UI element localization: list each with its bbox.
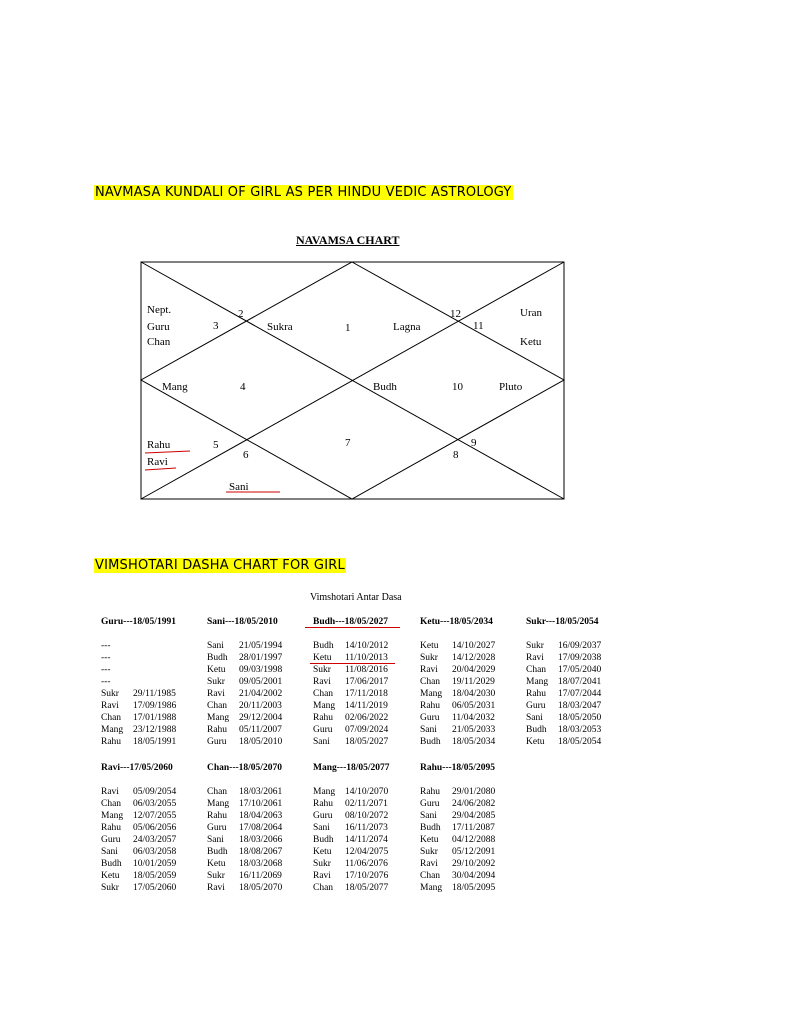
dasha-date: 28/01/1997	[239, 653, 283, 663]
dasha-planet: Budh	[420, 737, 441, 747]
dasha-date: 17/05/2060	[133, 883, 177, 893]
dasha-gap	[101, 628, 176, 640]
dasha-gap	[420, 628, 495, 640]
dasha-row	[313, 810, 390, 822]
dasha-planet: Budh	[101, 859, 122, 869]
dasha-planet: Mang	[101, 811, 124, 821]
dasha-row	[420, 676, 495, 688]
dasha-row	[313, 870, 390, 882]
dasha-date: 14/10/2027	[452, 641, 496, 651]
dasha-row	[420, 822, 495, 834]
dasha-date: 09/03/1998	[239, 665, 283, 675]
dasha-date: 05/06/2056	[133, 823, 177, 833]
dasha-planet: Sukr	[313, 859, 331, 869]
dasha-date: 20/11/2003	[239, 701, 282, 711]
dasha-block-header: Sani---18/05/2010	[207, 617, 278, 627]
dasha-planet: Budh	[207, 847, 228, 857]
dasha-date: 14/10/2070	[345, 787, 389, 797]
dasha-date: 30/04/2094	[452, 871, 496, 881]
dasha-planet: Chan	[207, 787, 228, 797]
dasha-row	[420, 688, 495, 700]
dasha-date: 11/06/2076	[345, 859, 388, 869]
dasha-date: 06/03/2055	[133, 799, 177, 809]
dasha-row	[420, 664, 495, 676]
dasha-planet: Ketu	[526, 737, 545, 747]
red-underline-ravi	[145, 468, 176, 470]
dasha-planet: Guru	[207, 823, 227, 833]
dasha-planet: ---	[101, 665, 111, 675]
dasha-planet: Sukr	[207, 871, 225, 881]
dasha-row	[101, 846, 176, 858]
dasha-date: 14/11/2074	[345, 835, 388, 845]
dasha-date: 14/12/2028	[452, 653, 496, 663]
dasha-date: 08/10/2072	[345, 811, 389, 821]
dasha-date: 18/05/2077	[345, 883, 389, 893]
dasha-date: 05/12/2091	[452, 847, 496, 857]
dasha-planet: Rahu	[313, 799, 334, 809]
dasha-date: 17/11/2018	[345, 689, 388, 699]
dasha-block	[313, 762, 390, 894]
dasha-row	[207, 834, 282, 846]
dasha-planet: Ravi	[101, 787, 119, 797]
dasha-block	[207, 762, 282, 894]
dasha-planet: Budh	[526, 725, 547, 735]
dasha-row	[526, 640, 601, 652]
dasha-row	[101, 798, 176, 810]
dasha-planet: Budh	[313, 641, 334, 651]
dasha-planet: Mang	[207, 799, 230, 809]
dasha-row	[313, 882, 390, 894]
dasha-gap	[313, 628, 388, 640]
planet-budh: Budh	[373, 381, 397, 393]
dasha-planet: Guru	[101, 835, 121, 845]
dasha-planet: Ravi	[207, 689, 225, 699]
dasha-planet: Sani	[526, 713, 543, 723]
dasha-date: 14/11/2019	[345, 701, 388, 711]
dasha-planet: Sukr	[207, 677, 225, 687]
dasha-row	[313, 846, 390, 858]
dasha-block	[420, 616, 495, 748]
dasha-row	[526, 652, 601, 664]
dasha-planet: Chan	[420, 871, 441, 881]
dasha-date: 18/03/2047	[558, 701, 602, 711]
dasha-date: 02/06/2022	[345, 713, 389, 723]
dasha-block-header: Mang---18/05/2077	[313, 763, 390, 773]
dasha-row	[101, 834, 176, 846]
dasha-row	[313, 724, 388, 736]
dasha-planet: Ravi	[420, 665, 438, 675]
dasha-date: 10/01/2059	[133, 859, 177, 869]
dasha-date: 02/11/2071	[345, 799, 388, 809]
dasha-row	[101, 882, 176, 894]
dasha-date: 18/05/2034	[452, 737, 496, 747]
dasha-date: 18/05/2054	[558, 737, 602, 747]
dasha-row	[207, 664, 282, 676]
planet-uran: Uran	[520, 307, 542, 319]
dasha-planet: Mang	[526, 677, 549, 687]
dasha-gap	[207, 628, 282, 640]
dasha-date: 09/05/2001	[239, 677, 283, 687]
dasha-row	[207, 798, 282, 810]
dasha-row	[420, 798, 495, 810]
navamsa-chart-title: NAVAMSA CHART	[296, 233, 400, 247]
dasha-row	[207, 736, 282, 748]
dasha-block-header: Ravi---17/05/2060	[101, 763, 173, 773]
navamsa-heading: NAVMASA KUNDALI OF GIRL AS PER HINDU VEDIC ASTROLOGY	[95, 185, 512, 200]
dasha-row	[420, 846, 495, 858]
dasha-planet: Chan	[101, 713, 122, 723]
dasha-row	[101, 822, 176, 834]
dasha-planet: Guru	[313, 725, 333, 735]
dasha-block	[207, 616, 282, 748]
dasha-planet: Budh	[420, 823, 441, 833]
dasha-block	[313, 616, 388, 748]
dasha-date: 11/04/2032	[452, 713, 495, 723]
dasha-row	[420, 724, 495, 736]
dasha-row	[207, 676, 282, 688]
dasha-date: 21/05/2033	[452, 725, 496, 735]
planet-ravi: Ravi	[147, 456, 168, 468]
dasha-planet: Rahu	[207, 811, 228, 821]
dasha-row	[313, 858, 390, 870]
dasha-planet: Mang	[420, 883, 443, 893]
dasha-row	[420, 712, 495, 724]
dasha-date: 17/10/2061	[239, 799, 283, 809]
dasha-date: 11/10/2013	[345, 653, 388, 663]
red-underline-ketu-row	[310, 663, 395, 664]
dasha-row	[313, 822, 390, 834]
dasha-planet: Ketu	[313, 847, 332, 857]
dasha-date: 16/11/2069	[239, 871, 282, 881]
dasha-date: 18/05/2050	[558, 713, 602, 723]
dasha-date: 17/01/1988	[133, 713, 177, 723]
dasha-block-header: Rahu---18/05/2095	[420, 763, 495, 773]
dasha-row	[207, 870, 282, 882]
dasha-row	[313, 700, 388, 712]
dasha-gap	[313, 774, 390, 786]
red-underline-budh-header	[305, 627, 400, 628]
dasha-row	[526, 676, 601, 688]
planet-guru: Guru	[147, 321, 170, 333]
dasha-row	[207, 688, 282, 700]
house-number-4: 4	[240, 381, 246, 393]
dasha-row	[207, 712, 282, 724]
dasha-date: 17/05/2040	[558, 665, 602, 675]
dasha-row	[101, 810, 176, 822]
dasha-planet: Rahu	[207, 725, 228, 735]
dasha-row	[313, 736, 388, 748]
dasha-row	[420, 810, 495, 822]
dasha-date: 18/05/2070	[239, 883, 283, 893]
dasha-date: 23/12/1988	[133, 725, 177, 735]
dasha-row	[101, 652, 176, 664]
dasha-row	[313, 676, 388, 688]
dasha-row	[526, 700, 601, 712]
dasha-planet: Budh	[313, 835, 334, 845]
dasha-date: 18/04/2030	[452, 689, 496, 699]
dasha-planet: Mang	[313, 787, 336, 797]
dasha-date: 04/12/2088	[452, 835, 496, 845]
dasha-date: 24/03/2057	[133, 835, 177, 845]
dasha-planet: Mang	[313, 701, 336, 711]
dasha-date: 18/08/2067	[239, 847, 283, 857]
dasha-planet: Guru	[207, 737, 227, 747]
dasha-planet: Sukr	[420, 847, 438, 857]
dasha-row	[420, 858, 495, 870]
dasha-row	[207, 724, 282, 736]
dasha-planet: Rahu	[420, 787, 441, 797]
dasha-row	[313, 688, 388, 700]
dasha-row	[313, 786, 390, 798]
dasha-planet: Chan	[101, 799, 122, 809]
dasha-date: 17/11/2087	[452, 823, 495, 833]
dasha-row	[420, 870, 495, 882]
dasha-date: 17/10/2076	[345, 871, 389, 881]
dasha-row	[420, 700, 495, 712]
dasha-planet: Rahu	[101, 823, 122, 833]
dasha-planet: Budh	[207, 653, 228, 663]
dasha-row	[101, 700, 176, 712]
dasha-block	[101, 762, 176, 894]
dasha-planet: ---	[101, 653, 111, 663]
dasha-row	[207, 786, 282, 798]
dasha-table-title: Vimshotari Antar Dasa	[310, 592, 402, 603]
dasha-planet: Ravi	[526, 653, 544, 663]
dasha-planet: Guru	[420, 799, 440, 809]
dasha-planet: Sani	[207, 641, 224, 651]
dasha-planet: Rahu	[526, 689, 547, 699]
dasha-row	[313, 712, 388, 724]
dasha-date: 12/07/2055	[133, 811, 177, 821]
dasha-gap	[526, 628, 601, 640]
dasha-row	[207, 858, 282, 870]
dasha-planet: Ketu	[313, 653, 332, 663]
dasha-row	[420, 882, 495, 894]
house-number-8: 8	[453, 449, 459, 461]
dasha-row	[207, 822, 282, 834]
dasha-row	[420, 652, 495, 664]
dasha-row	[101, 858, 176, 870]
dasha-row	[207, 882, 282, 894]
dasha-planet: Mang	[101, 725, 124, 735]
dasha-row	[313, 640, 388, 652]
dasha-row	[101, 664, 176, 676]
dasha-planet: Chan	[313, 883, 334, 893]
house-number-3: 3	[213, 320, 219, 332]
house-number-11: 11	[473, 320, 484, 332]
dasha-planet: Mang	[207, 713, 230, 723]
dasha-planet: Sukr	[313, 665, 331, 675]
dasha-planet: Ketu	[101, 871, 120, 881]
dasha-date: 18/05/2027	[345, 737, 389, 747]
dasha-date: 12/04/2075	[345, 847, 389, 857]
vimshotari-heading: VIMSHOTARI DASHA CHART FOR GIRL	[95, 558, 345, 573]
dasha-block-header: Sukr---18/05/2054	[526, 617, 599, 627]
dasha-row	[420, 736, 495, 748]
dasha-planet: Sani	[101, 847, 118, 857]
dasha-date: 29/01/2080	[452, 787, 496, 797]
dasha-planet: Sani	[313, 823, 330, 833]
planet-sani: Sani	[229, 481, 249, 493]
dasha-planet: Sani	[313, 737, 330, 747]
dasha-planet: Chan	[526, 665, 547, 675]
dasha-date: 05/11/2007	[239, 725, 282, 735]
dasha-planet: Ketu	[420, 641, 439, 651]
dasha-date: 21/04/2002	[239, 689, 283, 699]
dasha-planet: Sukr	[101, 689, 119, 699]
dasha-row	[101, 786, 176, 798]
dasha-block	[420, 762, 495, 894]
dasha-planet: Sani	[420, 811, 437, 821]
dasha-planet: Mang	[420, 689, 443, 699]
dasha-date: 06/05/2031	[452, 701, 496, 711]
dasha-date: 18/07/2041	[558, 677, 602, 687]
dasha-gap	[101, 774, 176, 786]
dasha-block-header: Chan---18/05/2070	[207, 763, 282, 773]
dasha-planet: Sukr	[420, 653, 438, 663]
dasha-row	[420, 834, 495, 846]
dasha-date: 29/12/2004	[239, 713, 283, 723]
dasha-row	[207, 810, 282, 822]
house-number-10: 10	[452, 381, 463, 393]
dasha-block-header: Budh---18/05/2027	[313, 617, 388, 627]
dasha-planet: Ravi	[420, 859, 438, 869]
house-number-6: 6	[243, 449, 249, 461]
dasha-row	[313, 664, 388, 676]
dasha-planet: Ravi	[207, 883, 225, 893]
dasha-date: 17/07/2044	[558, 689, 602, 699]
dasha-date: 18/03/2061	[239, 787, 283, 797]
dasha-date: 18/03/2066	[239, 835, 283, 845]
dasha-row	[207, 846, 282, 858]
house-number-9: 9	[471, 437, 477, 449]
dasha-planet: Sani	[420, 725, 437, 735]
planet-ketu: Ketu	[520, 336, 542, 348]
dasha-gap	[207, 774, 282, 786]
dasha-date: 29/10/2092	[452, 859, 496, 869]
dasha-date: 21/05/1994	[239, 641, 283, 651]
dasha-date: 17/09/1986	[133, 701, 177, 711]
dasha-planet: Guru	[526, 701, 546, 711]
dasha-row	[101, 640, 176, 652]
dasha-planet: Sukr	[101, 883, 119, 893]
dasha-row	[526, 724, 601, 736]
dasha-date: 18/04/2063	[239, 811, 283, 821]
dasha-planet: Guru	[420, 713, 440, 723]
dasha-row	[313, 834, 390, 846]
house-number-7: 7	[345, 437, 351, 449]
dasha-block	[101, 616, 176, 748]
dasha-planet: Rahu	[101, 737, 122, 747]
dasha-row	[207, 700, 282, 712]
dasha-row	[526, 664, 601, 676]
dasha-date: 18/05/2059	[133, 871, 177, 881]
planet-nept: Nept.	[147, 304, 172, 316]
dasha-date: 24/06/2082	[452, 799, 496, 809]
dasha-gap	[420, 774, 495, 786]
dasha-planet: Ravi	[313, 871, 331, 881]
dasha-row	[526, 736, 601, 748]
dasha-date: 11/08/2016	[345, 665, 388, 675]
dasha-date: 05/09/2054	[133, 787, 177, 797]
dasha-date: 06/03/2058	[133, 847, 177, 857]
dasha-date: 16/09/2037	[558, 641, 602, 651]
dasha-row	[420, 786, 495, 798]
dasha-date: 18/05/2095	[452, 883, 496, 893]
dasha-planet: Ravi	[313, 677, 331, 687]
planet-chan: Chan	[147, 336, 171, 348]
dasha-row	[526, 712, 601, 724]
dasha-date: 20/04/2029	[452, 665, 496, 675]
dasha-planet: Ketu	[207, 859, 226, 869]
dasha-row	[207, 652, 282, 664]
red-underline-rahu	[145, 451, 190, 453]
dasha-date: 17/09/2038	[558, 653, 602, 663]
dasha-date: 29/11/1985	[133, 689, 176, 699]
planet-rahu: Rahu	[147, 439, 171, 451]
dasha-planet: Ravi	[101, 701, 119, 711]
dasha-date: 18/03/2053	[558, 725, 602, 735]
dasha-planet: Ketu	[420, 835, 439, 845]
dasha-row	[101, 688, 176, 700]
dasha-planet: Ketu	[207, 665, 226, 675]
dasha-row	[313, 798, 390, 810]
dasha-row	[101, 736, 176, 748]
dasha-date: 16/11/2073	[345, 823, 388, 833]
dasha-date: 07/09/2024	[345, 725, 389, 735]
dasha-planet: Chan	[313, 689, 334, 699]
house-number-2: 2	[238, 308, 244, 320]
dasha-date: 19/11/2029	[452, 677, 495, 687]
dasha-block	[526, 616, 601, 748]
dasha-block-header: Guru---18/05/1991	[101, 617, 176, 627]
dasha-planet: Sukr	[526, 641, 544, 651]
house-number-12: 12	[450, 308, 461, 320]
dasha-date: 18/05/2010	[239, 737, 283, 747]
house-number-5: 5	[213, 439, 219, 451]
dasha-planet: Rahu	[313, 713, 334, 723]
dasha-planet: Sani	[207, 835, 224, 845]
planet-pluto: Pluto	[499, 381, 523, 393]
dasha-row	[420, 640, 495, 652]
planet-sukra: Sukra	[267, 321, 293, 333]
dasha-row	[101, 724, 176, 736]
planet-mang: Mang	[162, 381, 188, 393]
dasha-row	[207, 640, 282, 652]
planet-lagna: Lagna	[393, 321, 421, 333]
dasha-date: 17/08/2064	[239, 823, 283, 833]
dasha-planet: Chan	[420, 677, 441, 687]
dasha-row	[101, 712, 176, 724]
dasha-date: 29/04/2085	[452, 811, 496, 821]
dasha-planet: Guru	[313, 811, 333, 821]
dasha-planet: Rahu	[420, 701, 441, 711]
dasha-date: 14/10/2012	[345, 641, 389, 651]
dasha-planet: ---	[101, 677, 111, 687]
dasha-planet: ---	[101, 641, 111, 651]
dasha-row	[101, 870, 176, 882]
dasha-date: 18/03/2068	[239, 859, 283, 869]
dasha-date: 18/05/1991	[133, 737, 177, 747]
dasha-row	[526, 688, 601, 700]
dasha-planet: Chan	[207, 701, 228, 711]
house-number-1: 1	[345, 322, 351, 334]
dasha-block-header: Ketu---18/05/2034	[420, 617, 493, 627]
dasha-date: 17/06/2017	[345, 677, 389, 687]
dasha-row	[101, 676, 176, 688]
